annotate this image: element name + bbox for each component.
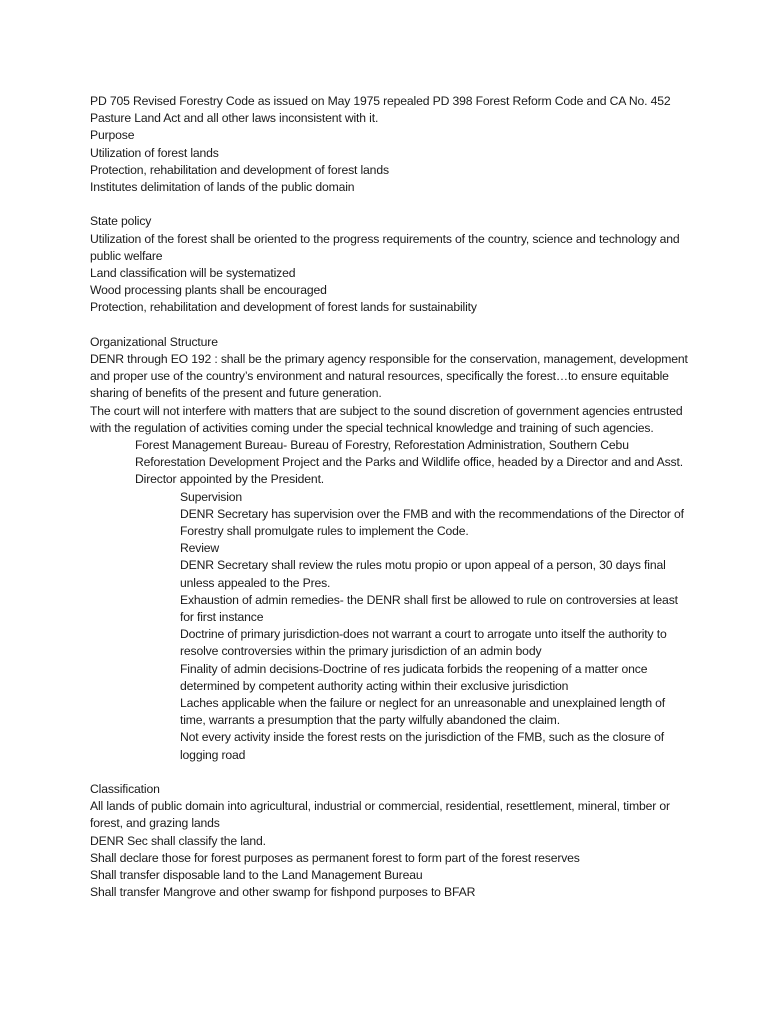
- supervision-text: DENR Secretary has supervision over the FMB and with the recommendations of the Director of Forestry shall promulgate rules to implement the Code.: [180, 506, 684, 539]
- purpose-item: Utilization of forest lands: [90, 145, 219, 160]
- intro-paragraph: PD 705 Revised Forestry Code as issued on May 1975 repealed PD 398 Forest Reform Code and CA No. 452 Pasture Land Act and all other laws inconsistent with it.: [90, 94, 671, 126]
- state-policy-item: Utilization of the forest shall be oriented to the progress requirements of the country, science and technology and public welfare: [90, 231, 680, 263]
- spacer: [90, 196, 690, 213]
- purpose-heading: Purpose: [90, 128, 135, 143]
- state-policy-item: Land classification will be systematized: [90, 266, 296, 281]
- classification-item: DENR Sec shall classify the land.: [90, 833, 266, 848]
- denr-paragraph: DENR through EO 192 : shall be the primary agency responsible for the conservation, management, development and proper use of the country’s environment and natural resources, specifically the forest…to ensure equitable sharing of benefits of the present and future generation.: [90, 352, 688, 401]
- purpose-item: Institutes delimitation of lands of the public domain: [90, 180, 355, 195]
- spacer: [90, 764, 690, 781]
- supervision-heading: Supervision: [180, 489, 243, 504]
- state-policy-heading: State policy: [90, 214, 152, 229]
- state-policy-item: Protection, rehabilitation and development of forest lands for sustainability: [90, 300, 477, 315]
- court-paragraph: The court will not interfere with matters that are subject to the sound discretion of government agencies entrusted with the regulation of activities coming under the special technical knowledge and training of such agencies.: [90, 403, 683, 435]
- spacer: [90, 317, 690, 334]
- jurisdiction-note-text: Not every activity inside the forest rests on the jurisdiction of the FMB, such as the closure of logging road: [180, 730, 665, 762]
- classification-heading: Classification: [90, 782, 160, 797]
- classification-item: Shall declare those for forest purposes as permanent forest to form part of the forest reserves: [90, 850, 580, 865]
- classification-item: Shall transfer Mangrove and other swamp for fishpond purposes to BFAR: [90, 885, 476, 900]
- finality-text: Finality of admin decisions-Doctrine of res judicata forbids the reopening of a matter once determined by competent authority acting within their exclusive jurisdiction: [180, 661, 648, 693]
- classification-item: Shall transfer disposable land to the Land Management Bureau: [90, 868, 423, 883]
- review-heading: Review: [180, 541, 220, 556]
- fmb-paragraph: Forest Management Bureau- Bureau of Forestry, Reforestation Administration, Southern Cebu Reforestation Development Project and the Parks and Wildlife office, headed by a Director and and Asst. Director appointed by the President.: [135, 438, 683, 487]
- state-policy-item: Wood processing plants shall be encouraged: [90, 283, 327, 298]
- laches-text: Laches applicable when the failure or neglect for an unreasonable and unexplained length of time, warrants a presumption that the party wilfully abandoned the claim.: [180, 696, 666, 728]
- primary-jurisdiction-text: Doctrine of primary jurisdiction-does not warrant a court to arrogate unto itself the authority to resolve controversies within the primary jurisdiction of an admin body: [180, 627, 667, 659]
- review-text: DENR Secretary shall review the rules motu propio or upon appeal of a person, 30 days final unless appealed to the Pres.: [180, 558, 666, 590]
- org-structure-heading: Organizational Structure: [90, 334, 218, 349]
- document-body: [90, 93, 690, 902]
- classification-item: All lands of public domain into agricultural, industrial or commercial, residential, resettlement, mineral, timber or forest, and grazing lands: [90, 799, 670, 831]
- exhaustion-text: Exhaustion of admin remedies- the DENR shall first be allowed to rule on controversies at least for first instance: [180, 592, 678, 625]
- purpose-item: Protection, rehabilitation and development of forest lands: [90, 162, 389, 177]
